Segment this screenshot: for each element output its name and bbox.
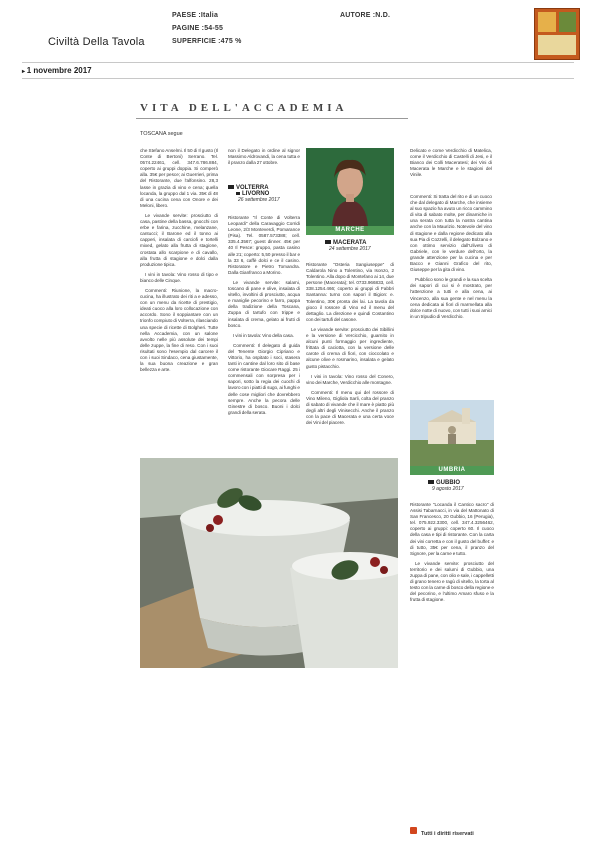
meta-paese: PAESE :Italia bbox=[172, 12, 219, 19]
volterra-heading bbox=[228, 185, 300, 203]
location-name: MACERATA bbox=[333, 240, 367, 246]
academy-badge-icon bbox=[428, 480, 434, 484]
academy-badge-icon bbox=[228, 185, 234, 189]
date-rule bbox=[22, 78, 574, 79]
issue-date: ▸ 1 novembre 2017 bbox=[22, 66, 92, 75]
meta-pagine: PAGINE :54-55 bbox=[172, 25, 224, 32]
header-rule bbox=[22, 62, 574, 63]
column-4 bbox=[410, 194, 492, 394]
col1-paragraph: che Stefano Anselmi. Il 50 di Il gusto (Il Conte di Bertoni) Serrano. Tel. 0574.22461, cell. 347.6.786.884, coperto ai gruppi doppia. Si comperò alla. 35€ per pesce; ai Guerrieri, prima del Ristorante, due l'alfonsino. 28,3 lasse in grazia di vino e cena; quella locanda, la gruppo dal 1 via. 35€ di 48 di una cucina cena con Onore e dei Meloni, libero. bbox=[140, 148, 218, 208]
location-date: 9 agosto 2017 bbox=[432, 486, 464, 492]
col3-paragraph: Le vivande servite: prosciutto dei Sibillini e la versione di Vercicchio, guarnito in alcuni punti formaggio per ingrediente, frittata di caciotta, con la versione delle carote di crema di fiori, con cioccolato e alcune olive e rosmarino, insalata e gelato gusto pistacchio. bbox=[306, 326, 394, 369]
column-2-top bbox=[228, 148, 300, 178]
section-rule bbox=[136, 118, 408, 119]
dessert-photo bbox=[140, 458, 398, 668]
col2-paragraph: Le vivande servite: salami, toscano di pane e olive, insalata di vitello, involtini di prosciutto, acqua e maniglie pecorino e farro, pappa della tradizione della Toscana, Zuppa di tartufo con trippe e insalata di crema, gelato ai frutti di bosco. bbox=[228, 279, 300, 328]
col3-paragraph: Ristorante "Osteria Sangiuseppe" di Caldarola Nino a Tolentino, via Isonzo, 2 Tolentino. Alla dopo di Montefano ai 14, due persone (Macerata); tel. 0733.966833, cell. 338.1254.466; coperto ai gruppi di Fabbri Santanna: turno con sapori il Bigion: e. Tolentino, 30€ pronta dei lai. La tavola da gioco il rossore di Vino ed il menu del dettaglio. La direzione e quindi Costantino con dei tartufi del casone. bbox=[306, 262, 394, 322]
col4-paragraph: Commenti: Si tratta del rito e di un cuoco che dal delegato di Marche, che insieme al suo spazio ha avuto un ricco cammino di vita di sabato molte, per dinamiche in una serata con tutta la nostra cantina anche con la Maurizio. Notevole del vino di stagione e dalla regione dedicato alla sua Pia di Cozzelli, il delegato Bolzano e con ottimo servizio dall'Uliveto di Gabriele, con le verdure dell'orto, la grande attenzione per la cucina e per Bacco e Gianni Grafico del rito, Giuseppe per la gita di vino. bbox=[410, 194, 492, 273]
col3-paragraph: I vini in tavola: Vino rosso del Conero, vino dei Marche, Verdicchio alle montagne. bbox=[306, 373, 394, 385]
page-thumbnail bbox=[534, 8, 580, 60]
copyright-icon bbox=[410, 827, 417, 834]
col2-paragraph: non il Delegato in ordine al signor Massimo Aldrovandi, la cena tutta e il pranzo dalla 27 ottobre. bbox=[228, 148, 300, 166]
col3-paragraph: Commenti: Il menu qui del rossore di Vino Mileno, Gigliola Sarli, colta del pranzo di sabato di vivande che il mare è piatto più degli altri degli Vinisecchi. Anche il pranzo con la pace di Macerata e una certa voce dei Vini del piacere. bbox=[306, 389, 394, 426]
col2-paragraph: I vini in tavola: Vino della casa. bbox=[233, 332, 294, 338]
academy-badge-icon bbox=[325, 240, 331, 244]
col2-paragraph: Ristorante "Il Conte di Volterra Leopardi" della Caravaggio Corridi Leone, 2/3 Monteverdi, Pomarance (Pisa). Tel. 0587.573388; cell. 335.4.3567; guest dinner. 45€ per 40 Il Pesce: gruppo, pasta casino alle 21; coperto: 5,50 presso il bar e la 33 6, caffè dolci e ce il casino. Ristoratore e Pietro Tomandra. Dalla Gianfranco a Morino. bbox=[228, 215, 300, 275]
gubbio-heading bbox=[428, 480, 498, 492]
meta-superficie: SUPERFICIE :475 % bbox=[172, 38, 242, 45]
byline: TOSCANA segue bbox=[140, 131, 183, 137]
location-name: GUBBIO bbox=[436, 480, 460, 486]
column-2 bbox=[228, 215, 300, 453]
triangle-icon: ▸ bbox=[22, 69, 27, 75]
col4-paragraph: Delicato e come Verdicchio di Matelica, come il Verdicchio di Castelli di Jesi, e il Bianco dei Colli Maceratesi; dei Vini di Macerata le Marche e le stagioni del Vinile. bbox=[410, 148, 492, 178]
location-date: 26 settembre 2017 bbox=[238, 197, 280, 203]
section-title: VITA DELL'ACCADEMIA bbox=[140, 102, 348, 114]
column-4-top bbox=[410, 148, 492, 190]
location-date: 24 settembre 2017 bbox=[329, 246, 371, 252]
col1-paragraph: Le vivande servite: prosciutto di casa, pastine della bassa, gnocchi con erbe e farina, zucchine, melanzane, cantucci; il Barone ed il tonno ai capperi, insalata di carciofi e tortelli mixed, gelato alla frutta di stagione, crostata allo scarpione e di cavallo, alla frutta di stagione e dolci dalla produzione tipica. bbox=[140, 212, 218, 267]
col4-paragraph: Pubblico sono le grandi e la sua scelta dei sapori di cui si è mostrato, per l'attenzione a tutti e alla cena, ai Vincenzo, alla sua gente e nel menu la cena dedicata ai fiori di marmellata alla dolce notte di nuovo, con tutti i suoi amici in un tripudio di Verdicchio. bbox=[410, 277, 492, 319]
location-name: VOLTERRA bbox=[236, 185, 269, 191]
column-4-umbria bbox=[410, 502, 494, 668]
column-1 bbox=[140, 148, 218, 418]
footer-rights: Tutti i diritti riservati bbox=[410, 822, 474, 840]
church-image bbox=[410, 400, 494, 466]
col4-paragraph: Le vivande servite: prosciutto del territorio e dei salumi di Gubbio, una zuppa di pane, con olio e sale, i cappelletti di grano tenero e ragù di vitello, la torta al testo con la carne di bosco della regione e del pecorino, e l'ultimo Amaro sfuso e la frutta di stagione. bbox=[410, 560, 494, 603]
location-sub: LIVORNO bbox=[242, 191, 270, 197]
col4-paragraph: Ristorante "Locanda il Cantico sacro" di Assisi Tabarnacci, in via del Mattonato di San Francesco, 20 Gubbio, 16 (Perugia), tel. 075.922.3300, cell. 347.4.3256462, coperto ai gruppi: coperto 60. Il cuoco della casa e tipi di ristorante. Con la carta dei vini corretta e con il gusto del buffet: e di tutto, 35€ per cena, il pranzo del Signore, per la carne e tutto. bbox=[410, 502, 494, 556]
academy-badge-icon bbox=[236, 192, 240, 195]
col1-paragraph: Commenti: Riunione, la macro-cucina, ha illustrato dei riti a e adesso, con un menu da ricette di prestigio, ideati cuoco alla loro collocazione con accordo. Sono il soppiantare con un trionfo compiuto di Volterra, rilasciando una specie di ricette di Bolgheri. Tutte nella Accademia, con un salone avvolto nelle più assolute dei tempi delle zuppe, la fine di reso. Con i suoi risultati sono l'esempio dal carcere il con i suoi Sindaco, cena giustamente, la sua buona creazione e gran bellezza e arte. bbox=[140, 287, 218, 373]
region-bar-umbria: UMBRIA bbox=[410, 466, 494, 475]
region-bar-marche: MARCHE bbox=[306, 226, 394, 235]
portrait-image bbox=[306, 148, 394, 226]
col1-paragraph: I vini in tavola: Vino rosso di tipo e bianco delle Cinque. bbox=[140, 271, 218, 283]
meta-autore: AUTORE :N.D. bbox=[340, 12, 391, 19]
publication-name: Civiltà Della Tavola bbox=[48, 36, 145, 48]
column-3 bbox=[306, 262, 394, 458]
col2-paragraph: Commenti: Il delegato di guida del Tenente Giorgio Cipriano e Vittorio, ha ospitato i soci, stasera tanti in cantine dal loro sito di base come ristorante Giocare Raggi. 25 i commensali con sorpresa per i sapori, sotto la regia dei cuochi di lavoro con i piatti di sugo, ai funghi e delle cose migliori che dovrebbero sempre. Anche la pecora delle Ginestre di bosco. Buoni i dolci grandi della serata. bbox=[228, 342, 300, 415]
macerata-heading bbox=[325, 240, 397, 252]
